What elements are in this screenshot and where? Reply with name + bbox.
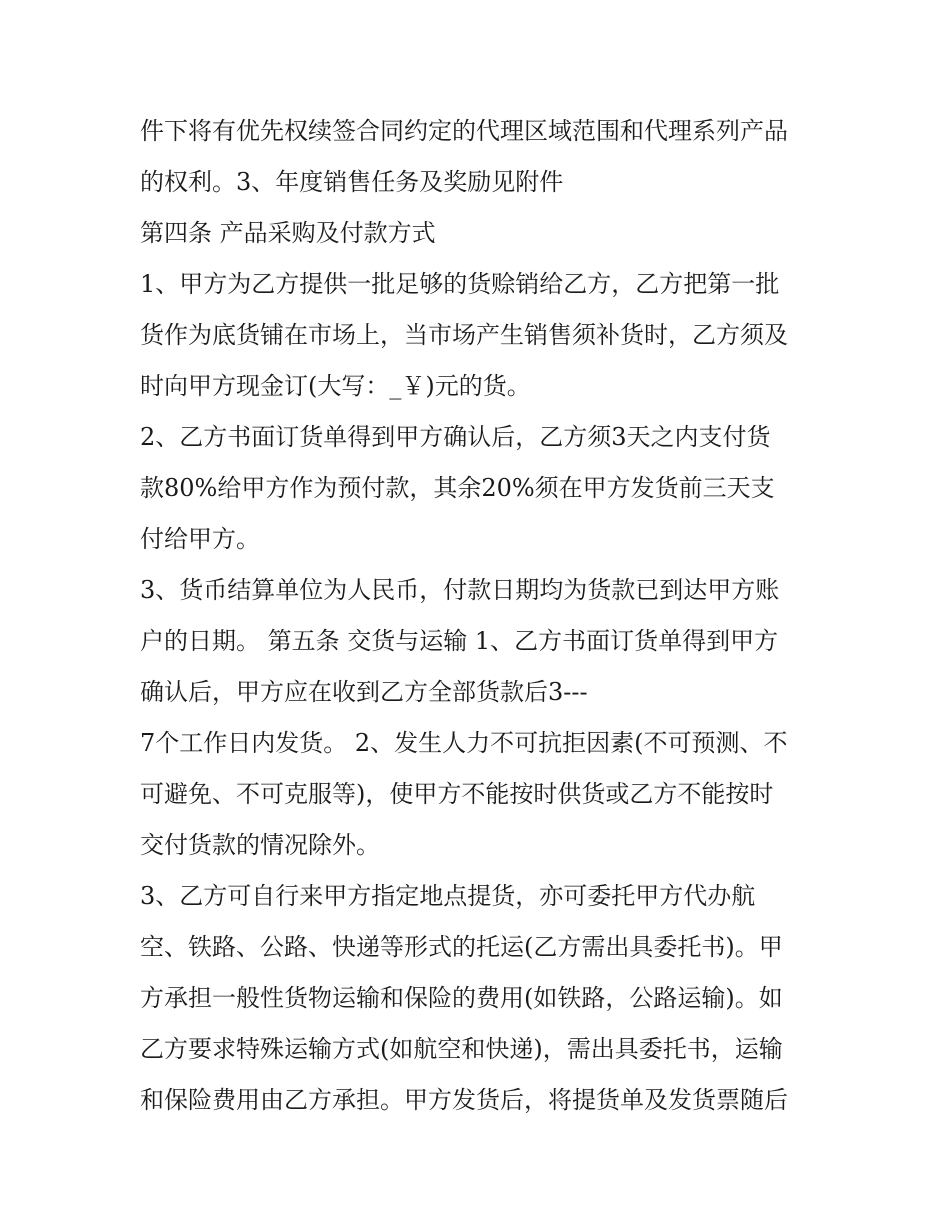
section-heading: 第四条 产品采购及付款方式	[140, 219, 436, 247]
text-line: 确认后，甲方应在收到乙方全部货款后3---	[140, 678, 588, 706]
text-line: 货作为底货铺在市场上，当市场产生销售须补货时，乙方须及	[140, 321, 788, 349]
text-line: 的权利。3、年度销售任务及奖励见附件	[140, 168, 564, 196]
text-line: 空、铁路、公路、快递等形式的托运(乙方需出具委托书)。甲	[140, 933, 783, 961]
text-line: 交付货款的情况除外。	[140, 831, 380, 859]
text-line: 款80%给甲方作为预付款，其余20%须在甲方发货前三天支	[140, 474, 775, 502]
document-body	[140, 106, 820, 1126]
text-line: 7个工作日内发货。 2、发生人力不可抗拒因素(不可预测、不	[140, 729, 788, 757]
text-line: 可避免、不可克服等)，使甲方不能按时供货或乙方不能按时	[140, 780, 774, 808]
text-line: 时向甲方现金订(大写：_￥)元的货。	[140, 372, 531, 400]
text-line: 3、货币结算单位为人民币，付款日期均为货款已到达甲方账	[140, 576, 780, 604]
text-line: 乙方要求特殊运输方式(如航空和快递)，需出具委托书，运输	[140, 1035, 783, 1063]
text-line: 方承担一般性货物运输和保险的费用(如铁路，公路运输)。如	[140, 984, 783, 1012]
text-line: 和保险费用由乙方承担。甲方发货后，将提货单及发货票随后	[140, 1086, 788, 1114]
text-line: 付给甲方。	[140, 525, 260, 553]
text-line: 3、乙方可自行来甲方指定地点提货，亦可委托甲方代办航	[140, 882, 756, 910]
text-line: 1、甲方为乙方提供一批足够的货赊销给乙方，乙方把第一批	[140, 270, 780, 298]
text-line: 2、乙方书面订货单得到甲方确认后，乙方须3天之内支付货	[140, 423, 771, 451]
text-line: 件下将有优先权续签合同约定的代理区域范围和代理系列产品	[140, 117, 788, 145]
text-line: 户的日期。 第五条 交货与运输 1、乙方书面订货单得到甲方	[140, 627, 779, 655]
